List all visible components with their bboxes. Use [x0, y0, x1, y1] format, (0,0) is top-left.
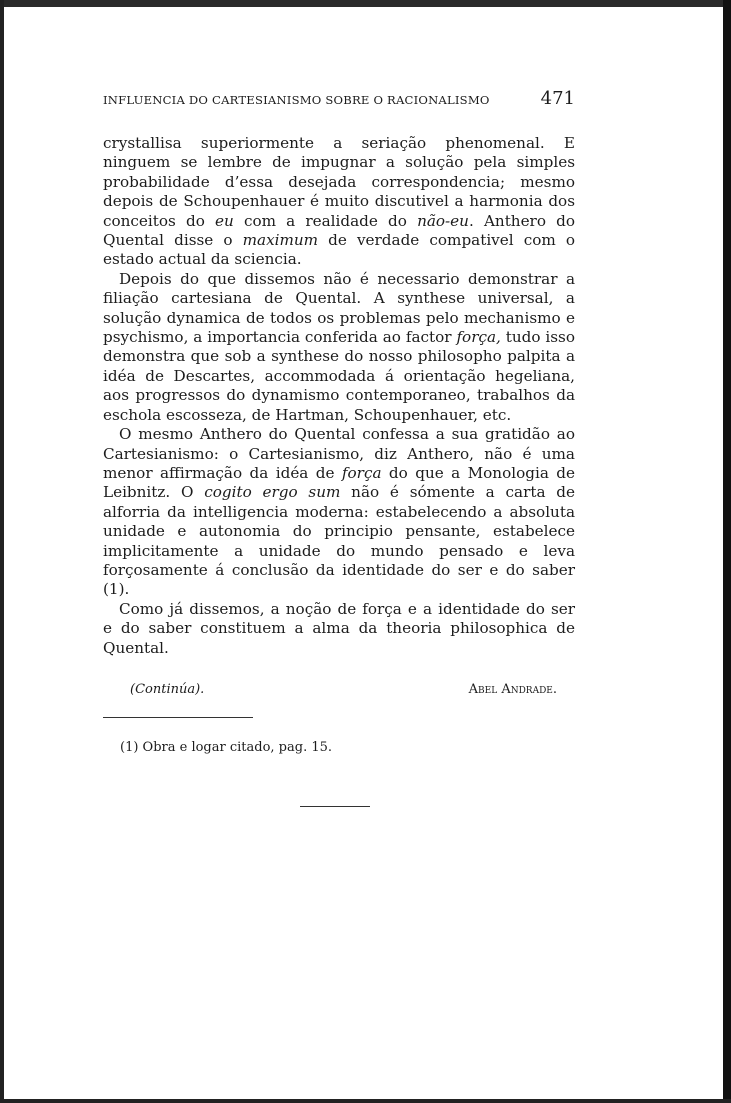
running-title: INFLUENCIA DO CARTESIANISMO SOBRE O RACIONALISMO — [103, 93, 490, 107]
italic-text: maximum — [242, 231, 319, 250]
scan-border-right — [723, 0, 731, 1103]
paragraph — [103, 270, 575, 425]
book-page — [103, 88, 575, 755]
text-segment: O mesmo Anthero do Quental confessa a sua gratidão ao Cartesianismo: o Cartesianismo, diz Anthero, não é uma menor affirmação da idéa de — [103, 425, 575, 482]
scan-border-top — [0, 0, 731, 7]
end-rule — [300, 806, 370, 807]
text-segment: com a realidade do — [233, 211, 418, 230]
italic-text: força — [341, 463, 382, 482]
italic-text: eu — [215, 211, 234, 230]
text-segment: do que a Monologia de Leibnitz. O — [103, 463, 575, 502]
text-segment: tudo isso demonstra que sob a synthese do nosso philosopho palpita a idéa de Descartes, accommodada á orientação hegeliana, aos progressos do dynamismo contemporaneo, trabalhos da eschola escosseza, de Hartman, Schoupenhauer, etc. — [103, 328, 575, 424]
scan-border-bottom — [0, 1099, 731, 1103]
italic-text: não-eu — [417, 211, 469, 230]
text-segment: Como já dissemos, a noção de força e a identidade do ser e do saber constituem a alma da theoria philosophica de Quental. — [103, 599, 575, 657]
page-number: 471 — [540, 88, 575, 109]
signature-row — [103, 682, 575, 697]
text-segment: . Anthero do Quental disse o — [103, 211, 575, 250]
continua-note: (Continúa). — [130, 681, 205, 697]
italic-text: força, — [456, 328, 501, 347]
author-signature: Abel Andrade. — [468, 681, 557, 697]
scan-border-left — [0, 0, 4, 1103]
text-segment: de verdade compativel com o estado actual da sciencia. — [103, 231, 575, 269]
text-segment: Depois do que dissemos não é necessario demonstrar a filiação cartesiana de Quental. A synthese universal, a solução dynamica de todos os problemas pelo mechanismo e psychismo, a importancia conferida ao factor — [103, 269, 575, 347]
footnote: (1) Obra e logar citado, pag. 15. — [120, 739, 333, 755]
page-header — [103, 88, 575, 114]
footnote-rule — [103, 717, 253, 718]
paragraph — [103, 425, 575, 600]
text-segment: crystallisa superiormente a seriação phenomenal. E ninguem se lembre de impugnar a solução pela simples probabilidade d’essa desejada correspondencia; mesmo depois de Schoupenhauer é muito discutivel a harmonia dos conceitos do — [103, 134, 575, 230]
paragraph — [103, 600, 575, 658]
italic-text: cogito ergo sum — [204, 483, 341, 502]
body-text — [103, 134, 575, 658]
text-segment: não é sómente a carta de alforria da intelligencia moderna: estabelecendo a absoluta unidade e autonomia do principio pensante, estabelece implicitamente a unidade do mundo pensado e leva forçosamente á conclusão da identidade do ser e do saber (1). — [103, 483, 575, 599]
paragraph — [103, 134, 575, 270]
